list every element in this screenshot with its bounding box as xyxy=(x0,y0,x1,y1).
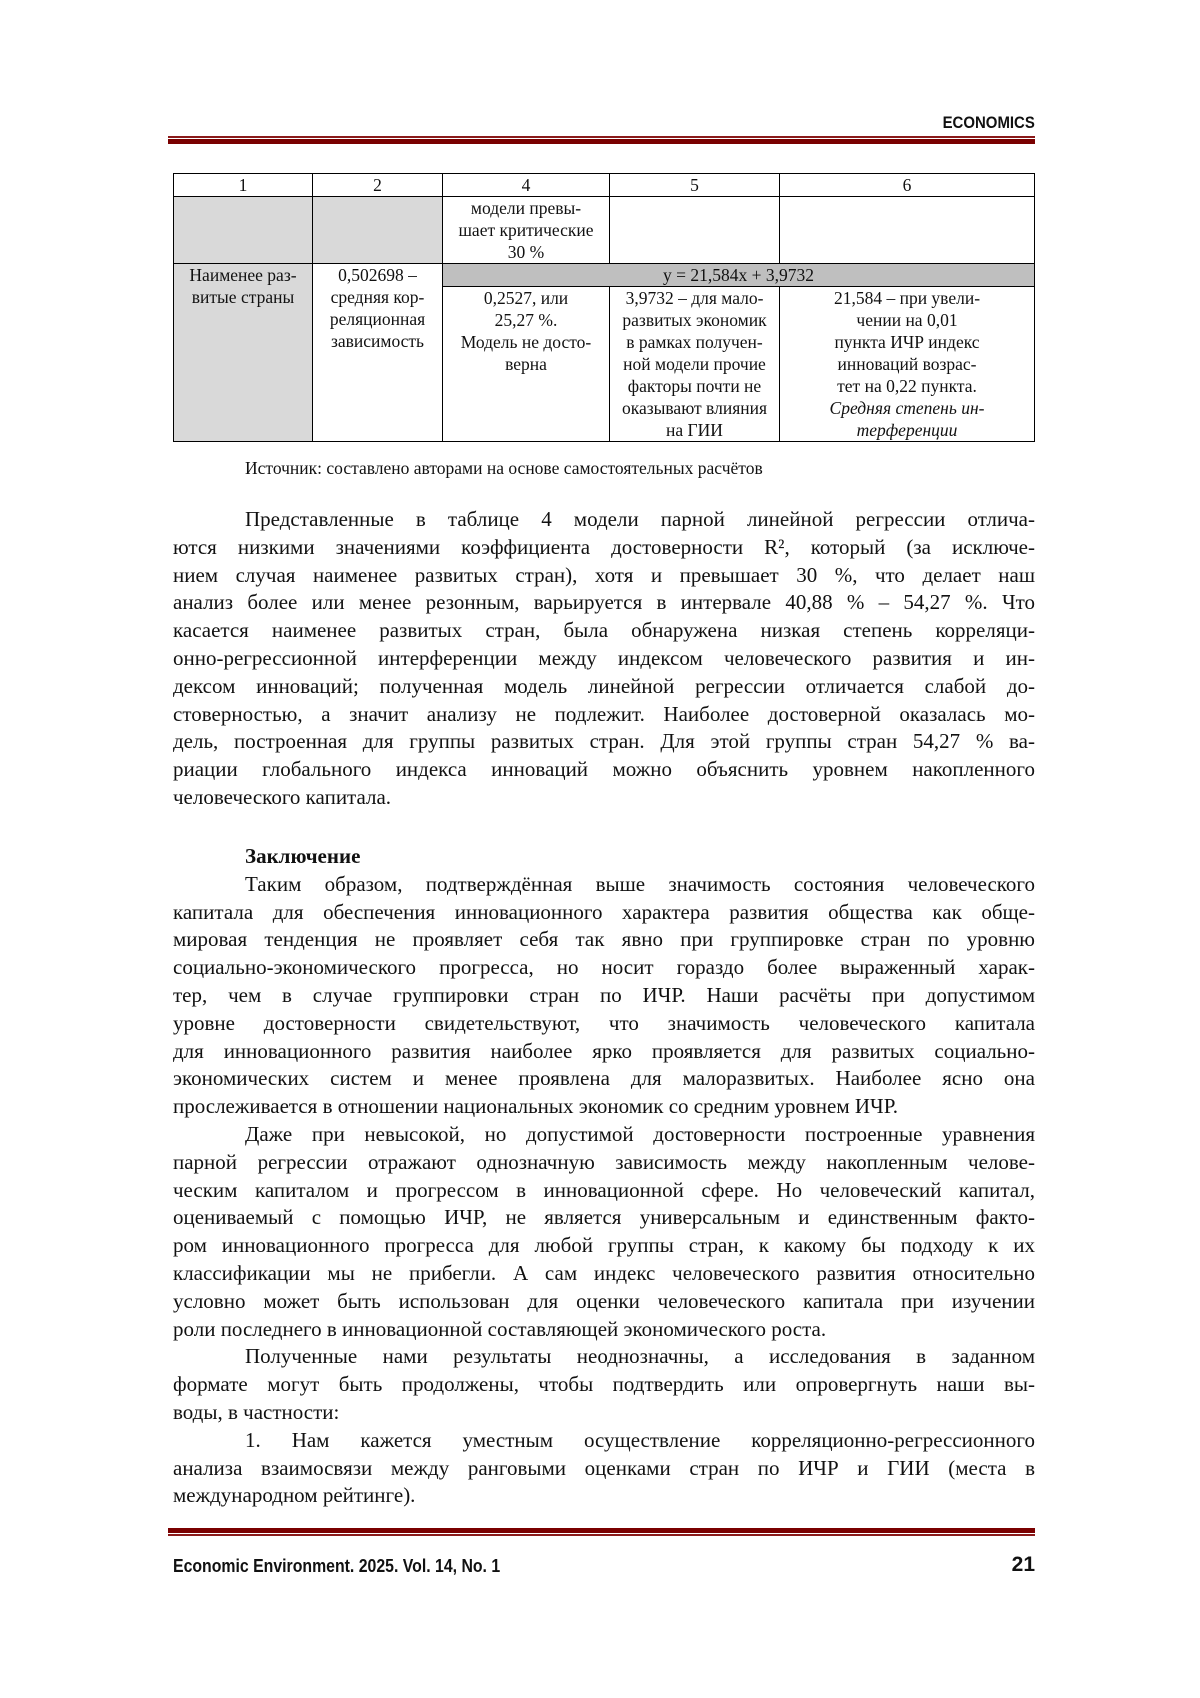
page-number: 21 xyxy=(1012,1553,1035,1577)
text-line: международном рейтинге). xyxy=(173,1482,1035,1510)
table-header-row xyxy=(174,174,1035,197)
text-line: 1. Нам кажется уместным осуществление корреляционно-регрессионного xyxy=(173,1427,1035,1455)
text-line: тер, чем в случае группировки стран по ИЧР. Наши расчёты при допустимом xyxy=(173,982,1035,1010)
section-heading: Заключение xyxy=(173,843,1035,871)
text-line: ются низкими значениями коэффициента достоверности R², который (за исключе- xyxy=(173,534,1035,562)
text-line: уровне достоверности свидетельствуют, что значимость человеческого капитала xyxy=(173,1010,1035,1038)
col-header: 5 xyxy=(610,174,780,197)
text-line: стоверностью, а значит анализу не подлежит. Наиболее достоверной оказалась мо- xyxy=(173,701,1035,729)
slope-cell: 21,584 – при увели- чении на 0,01 пункта ИЧР индекс инноваций возрас- тет на 0,22 пункта. Средняя степень ин- терференции xyxy=(780,287,1035,442)
col-header: 4 xyxy=(443,174,610,197)
text-line: человеческого капитала. xyxy=(173,784,1035,812)
section-header: ECONOMICS xyxy=(943,113,1035,133)
text-line: условно может быть использован для оценки человеческого капитала при изучении xyxy=(173,1288,1035,1316)
r2-cell: 0,2527, или 25,27 %. Модель не досто- верна xyxy=(443,287,610,442)
paragraph xyxy=(173,1427,1035,1510)
document-page xyxy=(0,0,1200,1698)
table-row xyxy=(174,264,1035,287)
conclusion-section xyxy=(173,843,1035,1510)
text-line: касается наименее развитых стран, была обнаружена низкая степень корреляци- xyxy=(173,617,1035,645)
paragraph xyxy=(173,1121,1035,1343)
text-line: Представленные в таблице 4 модели парной линейной регрессии отлича- xyxy=(173,506,1035,534)
paragraph xyxy=(173,1343,1035,1426)
text-line: онно-регрессионной интерференции между индексом человеческого развития и ин- xyxy=(173,645,1035,673)
text-line: формате могут быть продолжены, чтобы подтвердить или опровергнуть наши вы- xyxy=(173,1371,1035,1399)
paragraph xyxy=(173,871,1035,1121)
footer-rule xyxy=(168,1528,1035,1536)
group-cell: Наименее раз- витые страны xyxy=(174,264,313,442)
table-cell: модели превы- шает критические 30 % xyxy=(443,197,610,264)
paragraph xyxy=(173,506,1035,812)
text-line: ром инновационного прогресса для любой группы стран, к какому бы подходу к их xyxy=(173,1232,1035,1260)
col-header: 2 xyxy=(313,174,443,197)
col-header: 6 xyxy=(780,174,1035,197)
text-line: нием случая наименее развитых стран), хотя и превышает 30 %, что делает наш xyxy=(173,562,1035,590)
header-rule xyxy=(168,136,1035,144)
text-line: Даже при невысокой, но допустимой достоверности построенные уравнения xyxy=(173,1121,1035,1149)
intercept-cell: 3,9732 – для мало- развитых экономик в рамках получен- ной модели прочие факторы почти не оказывают влияния на ГИИ xyxy=(610,287,780,442)
text-line: классификации мы не прибегли. А сам индекс человеческого развития относительно xyxy=(173,1260,1035,1288)
table-source: Источник: составлено авторами на основе самостоятельных расчётов xyxy=(245,458,763,479)
text-line: социально-экономического прогресса, но носит гораздо более выраженный харак- xyxy=(173,954,1035,982)
text-line: мировая тенденция не проявляет себя так явно при группировке стран по уровню xyxy=(173,926,1035,954)
text-line: воды, в частности: xyxy=(173,1399,1035,1427)
correlation-cell: 0,502698 – средняя кор- реляционная зависимость xyxy=(313,264,443,442)
text-line: ческим капиталом и прогрессом в инновационной сфере. Но человеческий капитал, xyxy=(173,1177,1035,1205)
text-line: парной регрессии отражают однозначную зависимость между накопленным челове- xyxy=(173,1149,1035,1177)
regression-table xyxy=(173,173,1035,442)
text-line: анализ более или менее резонным, варьируется в интервале 40,88 % – 54,27 %. Что xyxy=(173,589,1035,617)
col-header: 1 xyxy=(174,174,313,197)
text-line: капитала для обеспечения инновационного характера развития общества как обще- xyxy=(173,899,1035,927)
text-line: риации глобального индекса инноваций можно объяснить уровнем накопленного xyxy=(173,756,1035,784)
text-line: Полученные нами результаты неоднозначны, а исследования в заданном xyxy=(173,1343,1035,1371)
table-row xyxy=(174,197,1035,264)
equation-cell: y = 21,584x + 3,9732 xyxy=(443,264,1035,287)
text-line: Таким образом, подтверждённая выше значимость состояния человеческого xyxy=(173,871,1035,899)
text-line: для инновационного развития наиболее ярко проявляется для развитых социально- xyxy=(173,1038,1035,1066)
text-line: экономических систем и менее проявлена для малоразвитых. Наиболее ясно она xyxy=(173,1065,1035,1093)
journal-citation: Economic Environment. 2025. Vol. 14, No. 1 xyxy=(173,1556,500,1577)
text-line: прослеживается в отношении национальных экономик со средним уровнем ИЧР. xyxy=(173,1093,1035,1121)
text-line: дель, построенная для группы развитых стран. Для этой группы стран 54,27 % ва- xyxy=(173,728,1035,756)
text-line: дексом инноваций; полученная модель линейной регрессии отличается слабой до- xyxy=(173,673,1035,701)
text-line: роли последнего в инновационной составляющей экономического роста. xyxy=(173,1316,1035,1344)
text-line: анализа взаимосвязи между ранговыми оценками стран по ИЧР и ГИИ (места в xyxy=(173,1455,1035,1483)
text-line: оцениваемый с помощью ИЧР, не является универсальным и единственным факто- xyxy=(173,1204,1035,1232)
